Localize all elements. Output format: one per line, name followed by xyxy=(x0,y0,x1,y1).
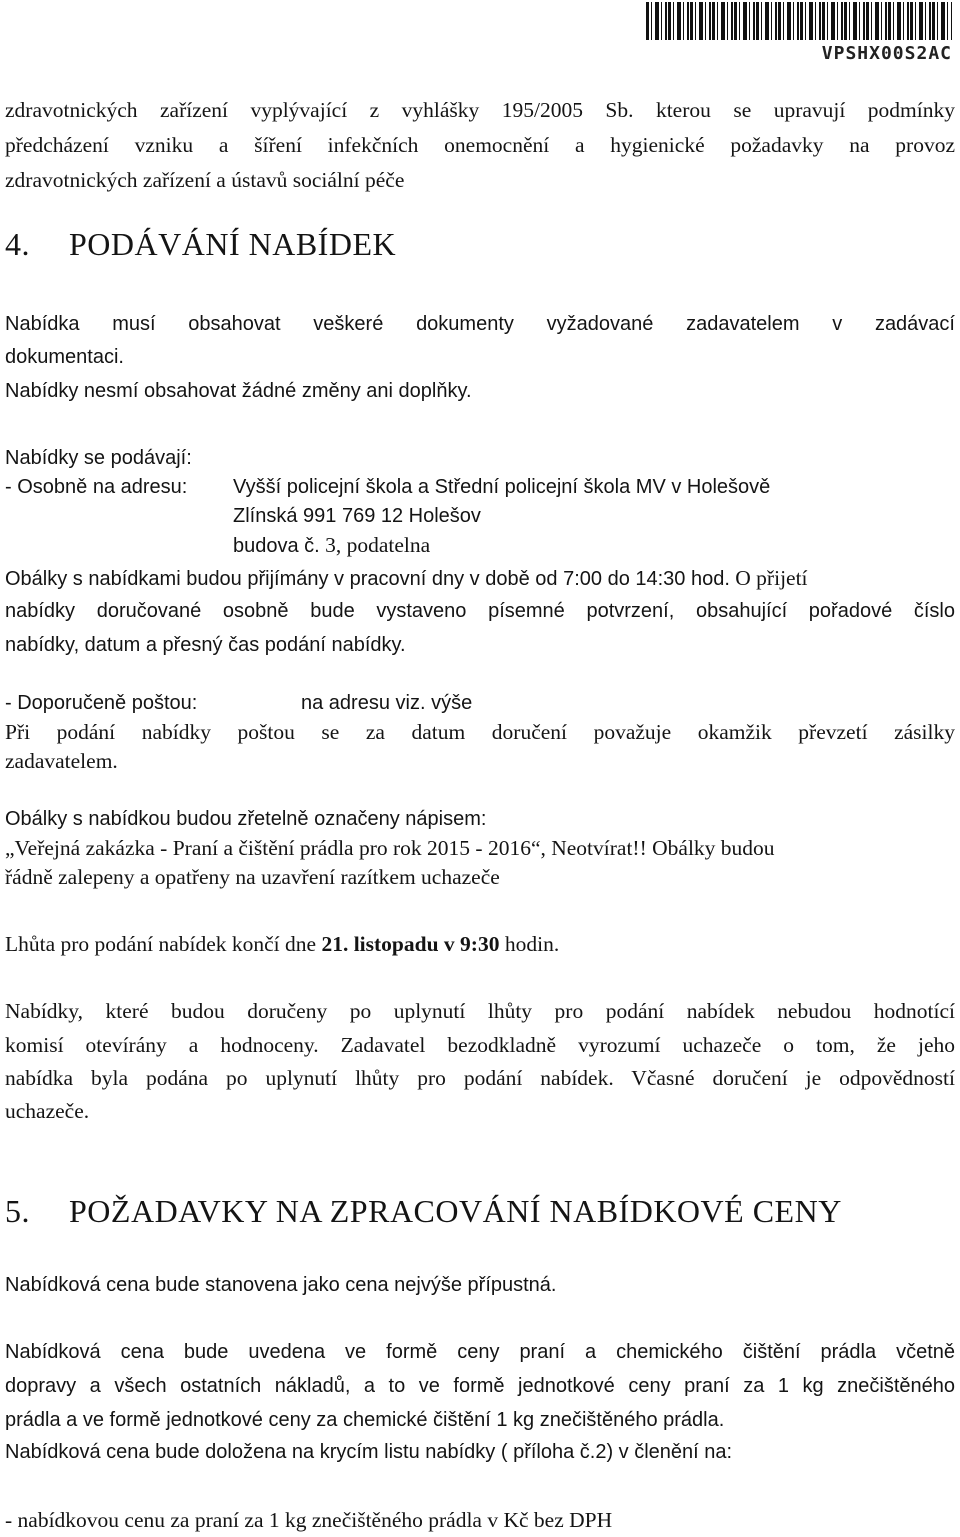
paragraph-line: Nabídková cena bude doložena na krycím listu nabídky ( příloha č.2) v členění na: xyxy=(5,1441,733,1463)
paragraph-line: Nabídky nesmí obsahovat žádné změny ani doplňky. xyxy=(5,380,472,402)
hours-line xyxy=(5,563,955,594)
personal-label: - Osobně na adresu: xyxy=(5,476,188,498)
submission-intro: Nabídky se podávají: xyxy=(5,447,192,469)
late-text-d: Včasné doručení je odpovědností xyxy=(613,1066,956,1090)
paragraph-line: zdravotnických zařízení a ústavů sociální péče xyxy=(5,168,405,192)
envelope-label-cont: Obálky budou xyxy=(646,836,775,860)
address-line-2-row xyxy=(5,501,955,531)
section-heading-4 xyxy=(5,226,396,263)
submission-personal xyxy=(5,472,955,502)
address-line-3-row xyxy=(5,530,955,561)
paragraph-line: zadavatelem. xyxy=(5,749,118,773)
address-line-1: Vyšší policejní škola a Střední policejní škola MV v Holešově xyxy=(233,476,771,498)
section-heading-5 xyxy=(5,1193,842,1230)
paragraph-line: předcházení vzniku a šíření infekčních onemocnění a hygienické požadavky na provoz xyxy=(5,133,955,157)
paragraph-line: Při podání nabídky poštou se za datum doručení považuje okamžik převzetí zásilky xyxy=(5,720,955,744)
barcode-bars xyxy=(646,2,952,40)
address-line-2: Zlínská 991 769 12 Holešov xyxy=(233,505,481,527)
hours-receipt: O přijetí xyxy=(729,566,808,590)
post-row xyxy=(5,688,955,718)
paragraph-line: nabídky, datum a přesný čas podání nabídky. xyxy=(5,634,406,656)
paragraph-line: řádně zalepeny a opatřeny na uzavření razítkem uchazeče xyxy=(5,865,500,889)
deadline-row xyxy=(5,929,955,959)
paragraph-line: Nabídka musí obsahovat veškeré dokumenty vyžadované zadavatelem v zadávací xyxy=(5,313,955,335)
late-row-2 xyxy=(5,1030,955,1060)
section-title: PODÁVÁNÍ NABÍDEK xyxy=(69,226,397,262)
address-building: budova č. xyxy=(233,535,320,557)
late-text-c: nabídka byla podána po uplynutí lhůty pro podání nabídek. xyxy=(5,1066,614,1090)
late-row-3 xyxy=(5,1063,955,1093)
section-number: 5. xyxy=(5,1193,30,1229)
section-title: POŽADAVKY NA ZPRACOVÁNÍ NABÍDKOVÉ CENY xyxy=(69,1193,842,1229)
paragraph-line: dokumentaci. xyxy=(5,346,124,368)
post-label: - Doporučeně poštou: xyxy=(5,692,198,714)
list-item: - nabídkovou cenu za praní za 1 kg znečištěného prádla v Kč bez DPH xyxy=(5,1508,613,1532)
envelope-label-row xyxy=(5,833,955,863)
paragraph-line: Nabídková cena bude uvedena ve formě ceny praní a chemického čištění prádla včetně xyxy=(5,1341,955,1363)
late-text-b: Zadavatel bezodkladně vyrozumí uchazeče o tom, že jeho xyxy=(318,1033,955,1057)
envelope-intro: Obálky s nabídkou budou zřetelně označeny nápisem: xyxy=(5,808,487,830)
paragraph-line: uchazeče. xyxy=(5,1099,90,1123)
barcode-code: VPSHX00S2AC xyxy=(821,43,952,64)
paragraph-line: Nabídková cena bude stanovena jako cena nejvýše přípustná. xyxy=(5,1274,557,1296)
document-barcode xyxy=(646,2,952,64)
paragraph-line: prádla a ve formě jednotkové ceny za chemické čištění 1 kg znečištěného prádla. xyxy=(5,1409,725,1431)
paragraph-line: nabídky doručované osobně bude vystaveno písemné potvrzení, obsahující pořadové číslo xyxy=(5,600,955,622)
address-office: 3, podatelna xyxy=(319,533,431,557)
envelope-label: „Veřejná zakázka - Praní a čištění prádla pro rok 2015 - 2016“, Neotvírat!! xyxy=(5,836,647,860)
paragraph-line: zdravotnických zařízení vyplývající z vyhlášky 195/2005 Sb. kterou se upravují podmínky xyxy=(5,98,955,122)
deadline-prefix: Lhůta pro podání nabídek končí dne xyxy=(5,932,322,956)
deadline-suffix: hodin. xyxy=(499,932,560,956)
late-text-a: komisí otevírány a hodnoceny. xyxy=(5,1033,319,1057)
paragraph-line: Nabídky, které budou doručeny po uplynutí lhůty pro podání nabídek nebudou hodnotící xyxy=(5,999,955,1023)
section-number: 4. xyxy=(5,226,30,262)
hours-text: Obálky s nabídkami budou přijímány v pracovní dny v době od 7:00 do 14:30 hod. xyxy=(5,568,730,590)
post-value: na adresu viz. výše xyxy=(301,692,473,714)
deadline-date: 21. listopadu v 9:30 xyxy=(321,932,500,956)
paragraph-line: dopravy a všech ostatních nákladů, a to ve formě jednotkové ceny praní za 1 kg znečištěného xyxy=(5,1375,955,1397)
